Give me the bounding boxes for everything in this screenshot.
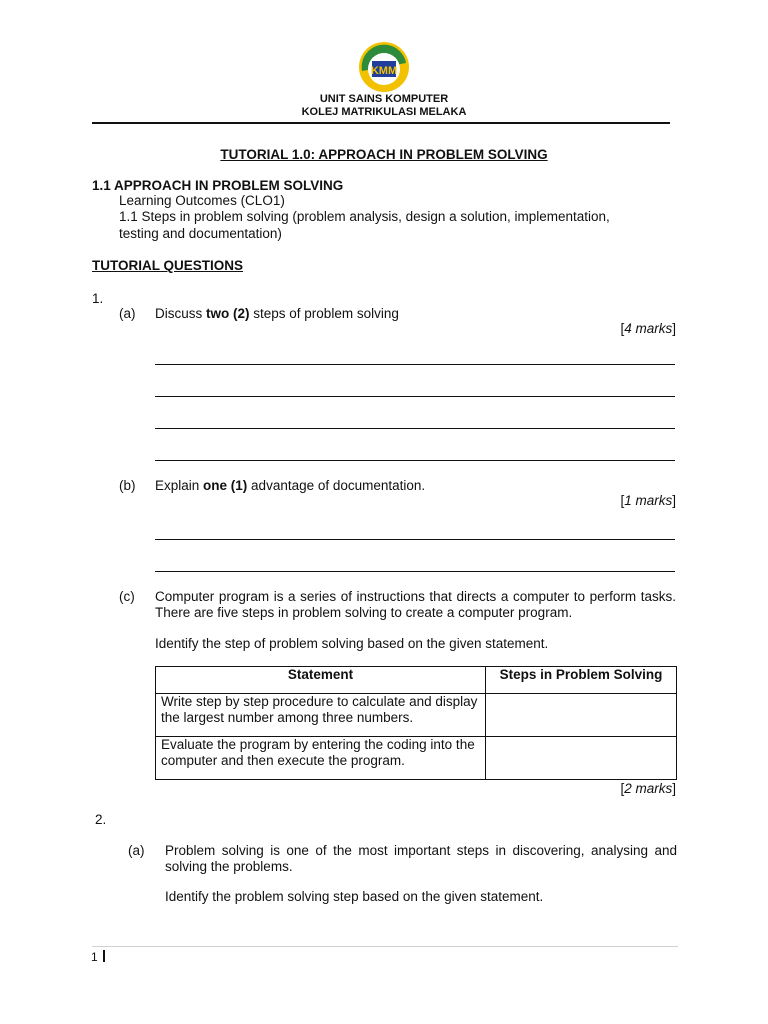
q1a-label: (a)	[119, 306, 136, 321]
college-logo	[358, 41, 410, 93]
answer-line[interactable]	[155, 539, 675, 540]
answer-line[interactable]	[155, 460, 675, 461]
page-number: 1	[91, 950, 98, 964]
statement-table	[155, 666, 677, 780]
q1c-label: (c)	[119, 589, 135, 604]
answer-line[interactable]	[155, 571, 675, 572]
footer-rule	[92, 946, 678, 947]
answer-cell[interactable]	[486, 694, 677, 737]
q1c-marks: [2 marks]	[620, 781, 676, 796]
q1b-label: (b)	[119, 478, 136, 493]
table-header-row	[156, 667, 677, 694]
header-college: KOLEJ MATRIKULASI MELAKA	[301, 106, 467, 118]
statement-cell: Write step by step procedure to calculate and display the largest number among three numbers.	[156, 694, 486, 737]
page-title: TUTORIAL 1.0: APPROACH IN PROBLEM SOLVING	[220, 147, 548, 162]
table-row	[156, 737, 677, 780]
tutorial-questions-heading: TUTORIAL QUESTIONS	[92, 258, 244, 273]
statement-cell: Evaluate the program by entering the coding into the computer and then execute the program.	[156, 737, 486, 780]
logo-text: KMM	[370, 65, 398, 77]
column-header-steps: Steps in Problem Solving	[486, 667, 677, 694]
answer-line[interactable]	[155, 428, 675, 429]
q1a-marks: [4 marks]	[620, 321, 676, 336]
q1b-marks: [1 marks]	[620, 493, 676, 508]
q1b-text: Explain one (1) advantage of documentation.	[155, 478, 426, 493]
q2a-label: (a)	[128, 843, 145, 858]
q1a-text: Discuss two (2) steps of problem solving	[155, 306, 399, 321]
header-unit: UNIT SAINS KOMPUTER	[319, 93, 449, 105]
answer-cell[interactable]	[486, 737, 677, 780]
section-heading: 1.1 APPROACH IN PROBLEM SOLVING	[92, 178, 344, 193]
outcome-line-1: 1.1 Steps in problem solving (problem analysis, design a solution, implementation,	[119, 209, 610, 224]
q2a-instruction: Identify the problem solving step based on the given statement.	[165, 889, 544, 904]
table-row	[156, 694, 677, 737]
outcome-line-2: testing and documentation)	[119, 226, 282, 241]
question-2-number: 2.	[95, 812, 107, 827]
q2a-paragraph: Problem solving is one of the most important steps in discovering, analysing and solving the problems.	[165, 843, 677, 874]
learning-outcomes-label: Learning Outcomes (CLO1)	[119, 193, 285, 208]
q1c-instruction: Identify the step of problem solving based on the given statement.	[155, 636, 549, 651]
q1c-paragraph: Computer program is a series of instructions that directs a computer to perform tasks. There are five steps in problem solving to create a computer program.	[155, 589, 676, 620]
page-number-bar	[103, 950, 105, 962]
column-header-statement: Statement	[156, 667, 486, 694]
answer-line[interactable]	[155, 364, 675, 365]
question-1-number: 1.	[92, 291, 104, 306]
header-rule	[92, 122, 670, 124]
answer-line[interactable]	[155, 396, 675, 397]
